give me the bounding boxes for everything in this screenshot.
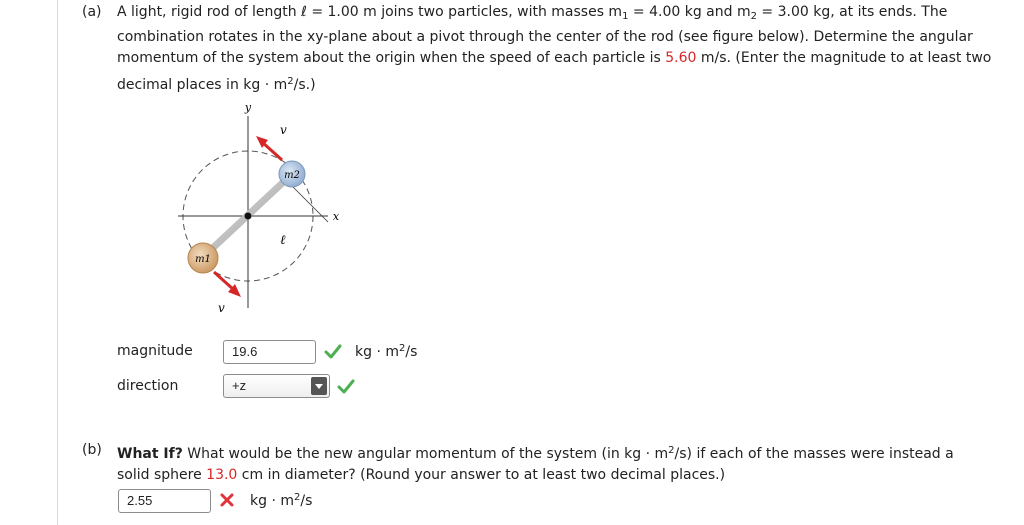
part-b-unit: kg · $m^2/s$ xyxy=(250,492,313,509)
left-margin-rule xyxy=(57,0,58,525)
cross-icon xyxy=(219,492,235,508)
part-a-question xyxy=(117,2,991,96)
part-b-line-2: solid sphere 13.0 cm in diameter? (Round your answer to at least two decimal places.) xyxy=(117,467,726,483)
part-b-label: (b) xyxy=(82,442,102,458)
direction-select[interactable] xyxy=(223,374,330,398)
speed-value: 5.60 xyxy=(665,50,697,66)
m2-label: m2 xyxy=(284,170,300,181)
magnitude-input[interactable]: 19.6 xyxy=(223,340,316,364)
part-b-answer-input[interactable]: 2.55 xyxy=(118,489,211,513)
y-axis-label: y xyxy=(244,101,252,114)
chevron-down-icon[interactable] xyxy=(311,377,327,395)
magnitude-unit: kg · $m^2/s$ xyxy=(355,343,418,360)
diameter-value: 13.0 xyxy=(206,467,238,483)
part-a-line-3: momentum of the system about the origin when the speed of each particle is 5.60 m/s. (Enter the magnitude to at least two xyxy=(117,50,992,66)
m1-label: m1 xyxy=(195,254,211,265)
length-dimension xyxy=(292,186,328,222)
v1-label: v xyxy=(218,301,225,315)
ell-label: ℓ xyxy=(280,233,286,248)
check-icon xyxy=(324,342,342,360)
pivot xyxy=(245,213,252,220)
v1-arrow xyxy=(214,272,234,290)
v2-arrow xyxy=(262,142,282,160)
rod-figure xyxy=(170,98,360,318)
check-icon xyxy=(337,377,355,395)
v2-label: v xyxy=(280,123,287,137)
x-axis-label: x xyxy=(332,210,340,223)
part-b-line-1: What If? What would be the new angular momentum of the system (in kg · $m^2/s$) if each of the masses were instead a xyxy=(117,445,954,462)
magnitude-label: magnitude xyxy=(117,343,193,359)
direction-label: direction xyxy=(117,378,179,394)
part-b-question xyxy=(117,440,954,486)
part-a-line-1: A light, rigid rod of length ℓ = 1.00 m joins two particles, with masses $m_1 = 4.00$ kg and $m_2 = 3.00$ kg, at its ends. The xyxy=(117,4,948,22)
part-a-label: (a) xyxy=(82,4,102,20)
part-a-line-4: decimal places in kg · $m^2/s$.) xyxy=(117,76,316,93)
part-a-line-2: combination rotates in the xy-plane about a pivot through the center of the rod (see figure below). Determine the angular xyxy=(117,29,973,45)
direction-selected-value: +z xyxy=(232,378,247,393)
